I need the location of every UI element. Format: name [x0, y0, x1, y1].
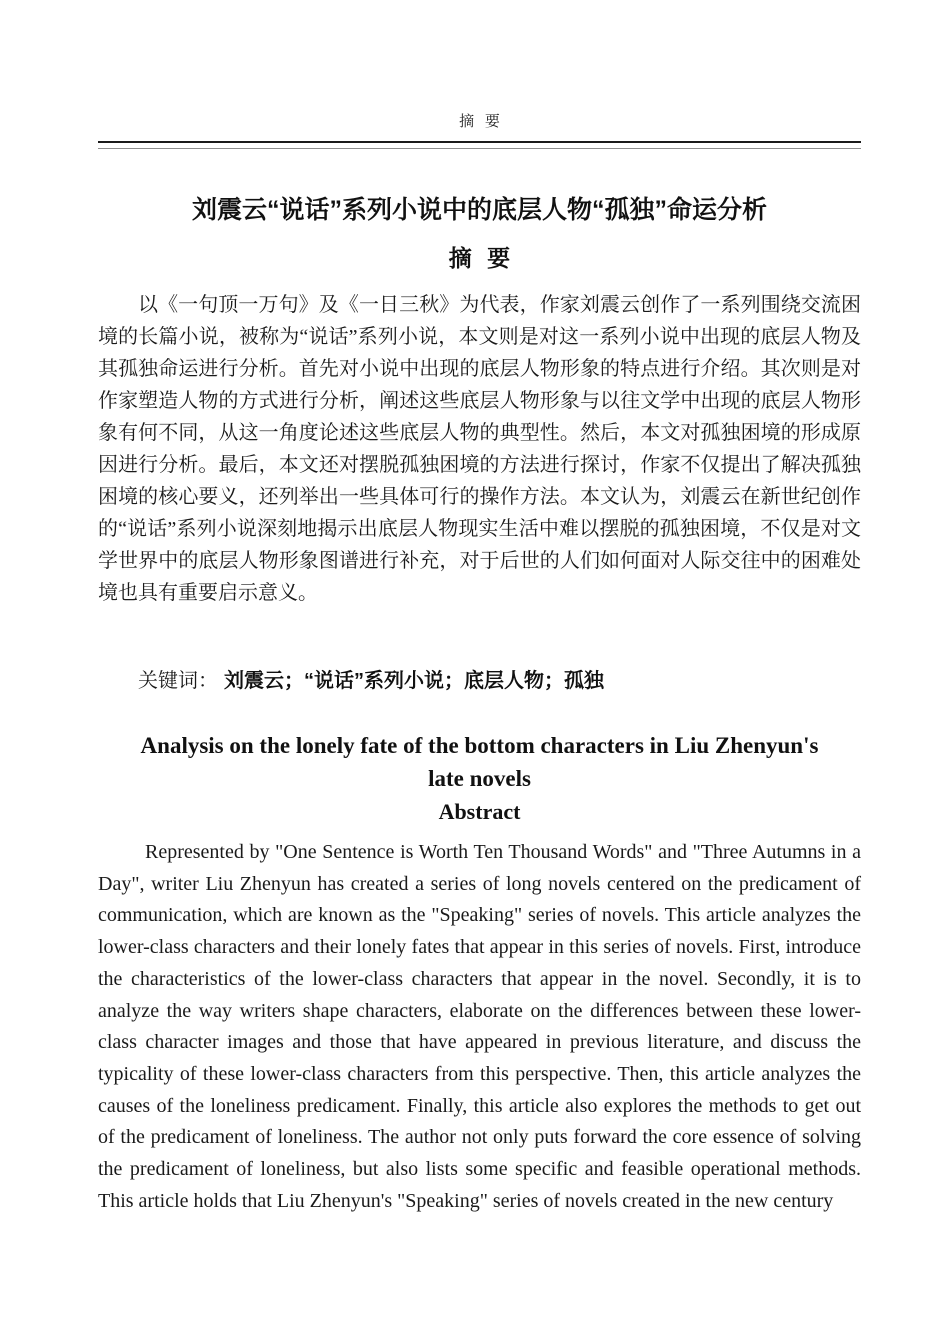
- chinese-thesis-title: 刘震云“说话”系列小说中的底层人物“孤独”命运分析: [191, 196, 767, 224]
- keywords-line: [98, 665, 861, 697]
- keywords-value: 刘震云；“说话”系列小说；底层人物；孤独: [224, 670, 604, 692]
- english-thesis-title: Analysis on the lonely fate of the bottom characters in Liu Zhenyun's late novels: [140, 733, 819, 791]
- header-rule-divider: [98, 141, 861, 149]
- english-abstract-paragraph: Represented by "One Sentence is Worth Ten Thousand Words" and "Three Autumns in a Day", writer Liu Zhenyun has created a series of long novels centered on the predicament of communication, which are known as the "Speaking" series of novels. This article analyzes the lower-class characters and their lonely fates that appear in this series of novels. First, introduce the characteristics of the lower-class characters that appear in the novel. Secondly, it is to analyze the way writers shape characters, elaborate on the differences between these lower-class character images and those that have appeared in previous literature, and discuss the typicality of these lower-class characters from this perspective. Then, this article analyzes the causes of the loneliness predicament. Finally, this article also explores the methods to get out of the predicament of loneliness. The author not only puts forward the core essence of solving the predicament of loneliness, but also lists some specific and feasible operational methods. This article holds that Liu Zhenyun's "Speaking" series of novels created in the new century: [98, 841, 861, 1212]
- english-abstract-heading: Abstract: [438, 799, 521, 824]
- keywords-label: 关键词：: [138, 670, 218, 692]
- running-header: 摘 要: [459, 114, 500, 130]
- chinese-abstract-heading: 摘 要: [448, 245, 511, 271]
- chinese-abstract-paragraph: 以《一句顶一万句》及《一日三秋》为代表，作家刘震云创作了一系列围绕交流困境的长篇小说，被称为“说话”系列小说，本文则是对这一系列小说中出现的底层人物及其孤独命运进行分析。首先对小说中出现的底层人物形象的特点进行介绍。其次则是对作家塑造人物的方式进行分析，阐述这些底层人物形象与以往文学中出现的底层人物形象有何不同，从这一角度论述这些底层人物的典型性。然后，本文对孤独困境的形成原因进行分析。最后，本文还对摆脱孤独困境的方法进行探讨，作家不仅提出了解决孤独困境的核心要义，还列举出一些具体可行的操作方法。本文认为，刘震云在新世纪创作的“说话”系列小说深刻地揭示出底层人物现实生活中难以摆脱的孤独困境，不仅是对文学世界中的底层人物形象图谱进行补充，对于后世的人们如何面对人际交往中的困难处境也具有重要启示意义。: [98, 294, 861, 604]
